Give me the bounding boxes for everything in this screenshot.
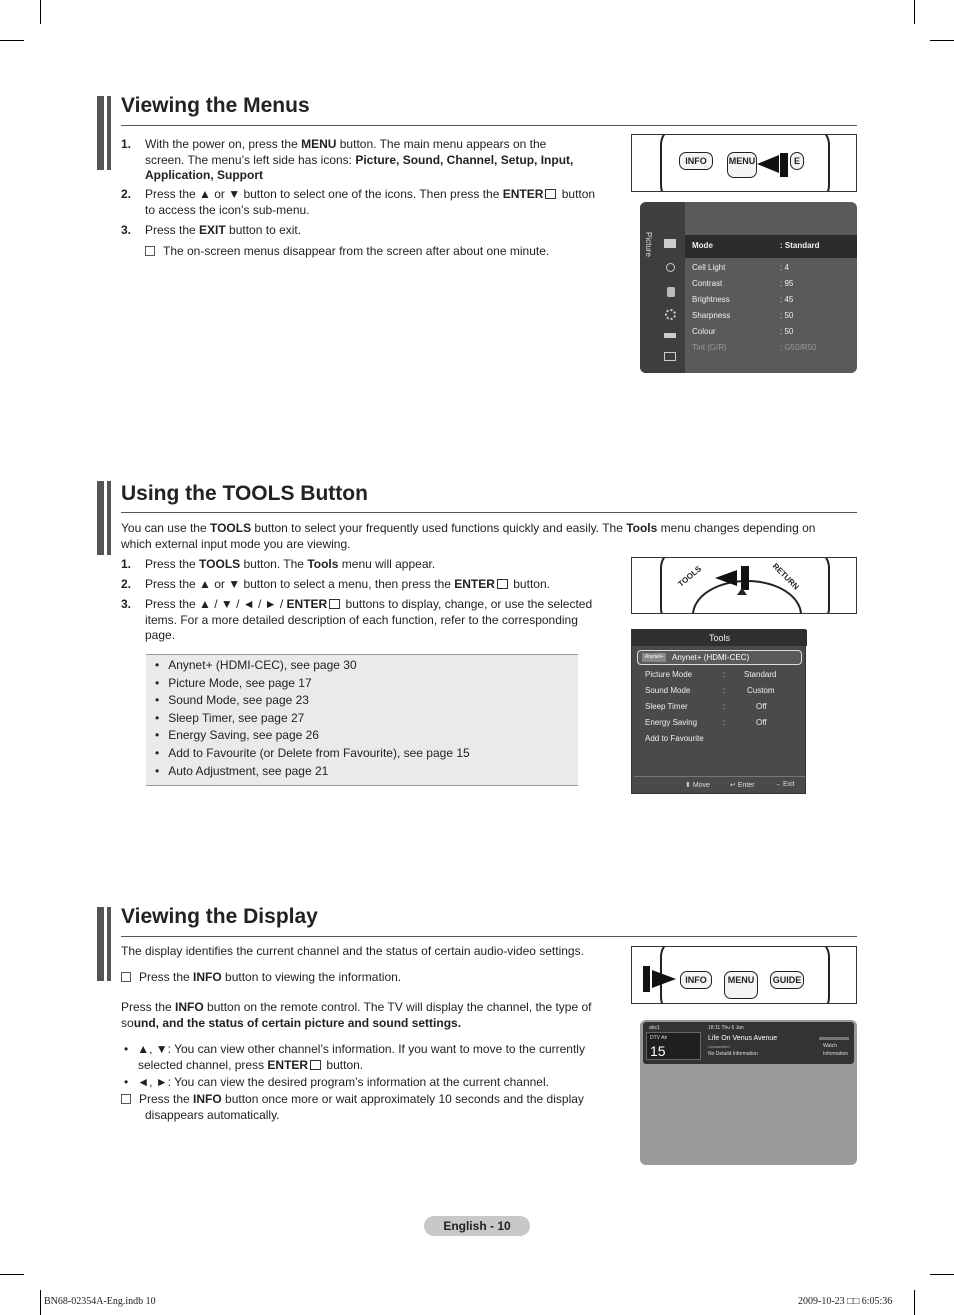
channel-type: DTV Air bbox=[650, 1035, 668, 1041]
e-button: E bbox=[790, 152, 804, 170]
menu-row-value: : 45 bbox=[780, 295, 794, 304]
menu-button: MENU bbox=[724, 971, 758, 999]
list-item: • Auto Adjustment, see page 21 bbox=[155, 763, 328, 780]
tools-row-label: Energy Saving bbox=[645, 718, 698, 727]
note-text: Press the INFO button once more or wait approximately 10 seconds and the display disappears automatically. bbox=[121, 1091, 611, 1123]
channel-number: 15 bbox=[650, 1043, 666, 1059]
menu-row-value: : 95 bbox=[780, 279, 794, 288]
channel-name: abc1 bbox=[649, 1025, 660, 1031]
enter-icon bbox=[310, 1060, 321, 1070]
crop-mark bbox=[40, 0, 41, 24]
bullet-up-down: • ▲, ▼: You can view other channel’s information. If you want to move to the currently selected channel, press ENTER button. bbox=[124, 1042, 585, 1072]
crop-mark bbox=[930, 40, 954, 41]
list-item: • Energy Saving, see page 26 bbox=[155, 727, 319, 744]
tools-selected-label: Anynet+ (HDMI-CEC) bbox=[672, 653, 750, 662]
list-item: • Sleep Timer, see page 27 bbox=[155, 710, 304, 727]
step-number: 2. bbox=[121, 187, 132, 201]
tools-row-value: Off bbox=[756, 718, 767, 727]
tools-move-hint: ⬍ Move bbox=[685, 782, 710, 789]
section-rule bbox=[121, 512, 857, 513]
step-1-text: Press the TOOLS button. The Tools menu will appear. bbox=[145, 557, 436, 571]
menu-row-value: : G50/R50 bbox=[780, 343, 817, 352]
crop-mark bbox=[930, 1274, 954, 1275]
menu-row-value: : 50 bbox=[780, 311, 794, 320]
print-timestamp: 2009-10-23 □□ 6:05:36 bbox=[798, 1296, 893, 1307]
section-rule bbox=[121, 936, 857, 937]
tools-selected-row bbox=[637, 650, 802, 665]
note-icon bbox=[121, 1094, 131, 1104]
tools-exit-hint: → Exit bbox=[774, 781, 795, 788]
picture-icon bbox=[664, 239, 676, 248]
menu-row-label: Cell Light bbox=[692, 263, 726, 272]
channel-icon bbox=[667, 287, 675, 297]
crop-mark bbox=[0, 40, 24, 41]
support-icon bbox=[664, 352, 676, 361]
info-button: INFO bbox=[680, 971, 712, 989]
enter-icon bbox=[497, 579, 508, 589]
tools-row-colon: : bbox=[723, 670, 726, 679]
remote-illustration bbox=[631, 557, 857, 614]
setup-icon bbox=[665, 309, 676, 320]
menu-row-label: Tint (G/R) bbox=[692, 343, 727, 352]
program-title: Life On Venus Avenue bbox=[708, 1035, 778, 1042]
step-number: 3. bbox=[121, 597, 132, 611]
tools-button-label: TOOLS bbox=[676, 564, 704, 589]
tools-title: Tools bbox=[632, 630, 807, 646]
tools-row-colon: : bbox=[723, 686, 726, 695]
step-1-text: With the power on, press the MENU button. The main menu appears on the screen. The menu’s left side has icons: Picture, Sound, Channel, Setup, Input, Application, Support bbox=[145, 137, 574, 182]
exit-icon: → bbox=[774, 781, 783, 788]
menu-row-value: : 50 bbox=[780, 327, 794, 336]
note-text: Press the INFO button to viewing the information. bbox=[121, 969, 401, 985]
program-detail: No Detaild Information bbox=[708, 1051, 758, 1057]
menu-row-label: Colour bbox=[692, 327, 716, 336]
note-icon bbox=[145, 246, 155, 256]
section-rule bbox=[121, 125, 857, 126]
enter-icon bbox=[329, 599, 340, 609]
clock: 18:11 Thu 6 Jan bbox=[708, 1025, 744, 1031]
tools-function-list bbox=[146, 654, 578, 786]
list-item: • Picture Mode, see page 17 bbox=[155, 675, 312, 692]
list-item: • Anynet+ (HDMI-CEC), see page 30 bbox=[155, 657, 357, 674]
tools-row-value: Custom bbox=[747, 686, 775, 695]
input-icon bbox=[664, 333, 676, 338]
bullet-left-right: • ◄, ►: You can view the desired program’s information at the current channel. bbox=[124, 1075, 549, 1089]
watch-hint: Watch bbox=[823, 1043, 837, 1049]
step-number: 1. bbox=[121, 137, 132, 151]
remote-illustration bbox=[631, 134, 857, 192]
return-button-label: RETURN bbox=[770, 561, 801, 592]
enter-icon bbox=[545, 189, 556, 199]
pointer-arrow-icon bbox=[757, 155, 779, 173]
tools-menu-screen bbox=[631, 629, 806, 794]
menu-row-label: Sharpness bbox=[692, 311, 731, 320]
enter-icon: ↵ bbox=[730, 782, 738, 789]
note-icon bbox=[121, 972, 131, 982]
menu-head-value: : Standard bbox=[780, 241, 820, 250]
info-display-screen bbox=[640, 1020, 857, 1165]
note-text: The on-screen menus disappear from the screen after about one minute. bbox=[145, 244, 549, 260]
list-item: • Add to Favourite (or Delete from Favourite), see page 15 bbox=[155, 745, 470, 762]
menu-side-label: Picture bbox=[644, 232, 653, 257]
tools-row-label: Sleep Timer bbox=[645, 702, 688, 711]
page-number: English - 10 bbox=[424, 1216, 530, 1236]
menu-row-value: : 4 bbox=[780, 263, 789, 272]
remote-illustration bbox=[631, 946, 857, 1004]
section-marker bbox=[97, 96, 107, 170]
print-file-name: BN68-02354A-Eng.indb 10 bbox=[44, 1296, 156, 1307]
pointer-arrow-icon bbox=[652, 970, 676, 988]
crop-mark bbox=[0, 1274, 24, 1275]
step-number: 2. bbox=[121, 577, 132, 591]
step-3-text: Press the ▲ / ▼ / ◄ / ► / ENTER buttons to display, change, or use the selected items. For a more detailed description of each function, refer to the corresponding page. bbox=[145, 597, 593, 642]
tools-row-value: Standard bbox=[744, 670, 777, 679]
section-title-tools: Using the TOOLS Button bbox=[121, 482, 368, 505]
tools-row-label: Add to Favourite bbox=[645, 734, 704, 743]
display-intro: The display identifies the current channel and the status of certain audio-video settings. bbox=[121, 944, 584, 958]
section-title-display: Viewing the Display bbox=[121, 905, 318, 928]
step-2-text: Press the ▲ or ▼ button to select a menu, then press the ENTER button. bbox=[145, 577, 550, 591]
tools-row-label: Sound Mode bbox=[645, 686, 691, 695]
tools-row-value: Off bbox=[756, 702, 767, 711]
step-number: 3. bbox=[121, 223, 132, 237]
channel-box bbox=[646, 1032, 701, 1060]
menu-row-label: Brightness bbox=[692, 295, 730, 304]
anynet-logo-icon: Anynet+ bbox=[642, 653, 666, 662]
menu-row-label: Contrast bbox=[692, 279, 723, 288]
crop-mark bbox=[40, 1290, 41, 1315]
pointer-bar bbox=[741, 566, 749, 590]
section-marker bbox=[97, 907, 107, 981]
sound-icon bbox=[666, 263, 675, 272]
info-banner bbox=[643, 1022, 854, 1064]
pointer-arrow-icon bbox=[715, 570, 737, 586]
tools-intro: You can use the TOOLS button to select your frequently used functions quickly and easily. The Tools menu changes depending on which external input mode you are viewing. bbox=[121, 521, 816, 551]
section-title-menus: Viewing the Menus bbox=[121, 94, 310, 117]
display-paragraph: Press the INFO button on the remote control. The TV will display the channel, the type of sound, and the status of certain picture and sound settings. bbox=[121, 1000, 592, 1030]
step-3-text: Press the EXIT button to exit. bbox=[145, 223, 302, 237]
tools-row-colon: : bbox=[723, 718, 726, 727]
step-number: 1. bbox=[121, 557, 132, 571]
tools-row-colon: : bbox=[723, 702, 726, 711]
picture-menu-screen bbox=[640, 202, 857, 373]
section-marker bbox=[97, 481, 107, 555]
crop-mark bbox=[914, 1290, 915, 1315]
step-2-text: Press the ▲ or ▼ button to select one of the icons. Then press the ENTER button to access the icon’s sub-menu. bbox=[145, 187, 596, 217]
pointer-bar bbox=[780, 153, 788, 177]
menu-button: MENU bbox=[727, 152, 757, 178]
crop-mark bbox=[914, 0, 915, 24]
tools-row-label: Picture Mode bbox=[645, 670, 693, 679]
move-icon: ⬍ bbox=[685, 782, 693, 789]
menu-head-label: Mode bbox=[692, 241, 713, 250]
guide-button: GUIDE bbox=[770, 971, 804, 989]
information-hint: Information bbox=[823, 1051, 849, 1057]
progress-bar bbox=[819, 1037, 849, 1040]
list-item: • Sound Mode, see page 23 bbox=[155, 692, 309, 709]
rating: Unclassified bbox=[708, 1044, 730, 1049]
tools-enter-hint: ↵ Enter bbox=[730, 782, 755, 789]
pointer-bar bbox=[643, 966, 650, 992]
info-button: INFO bbox=[679, 152, 713, 170]
up-arrow-icon bbox=[737, 588, 747, 595]
